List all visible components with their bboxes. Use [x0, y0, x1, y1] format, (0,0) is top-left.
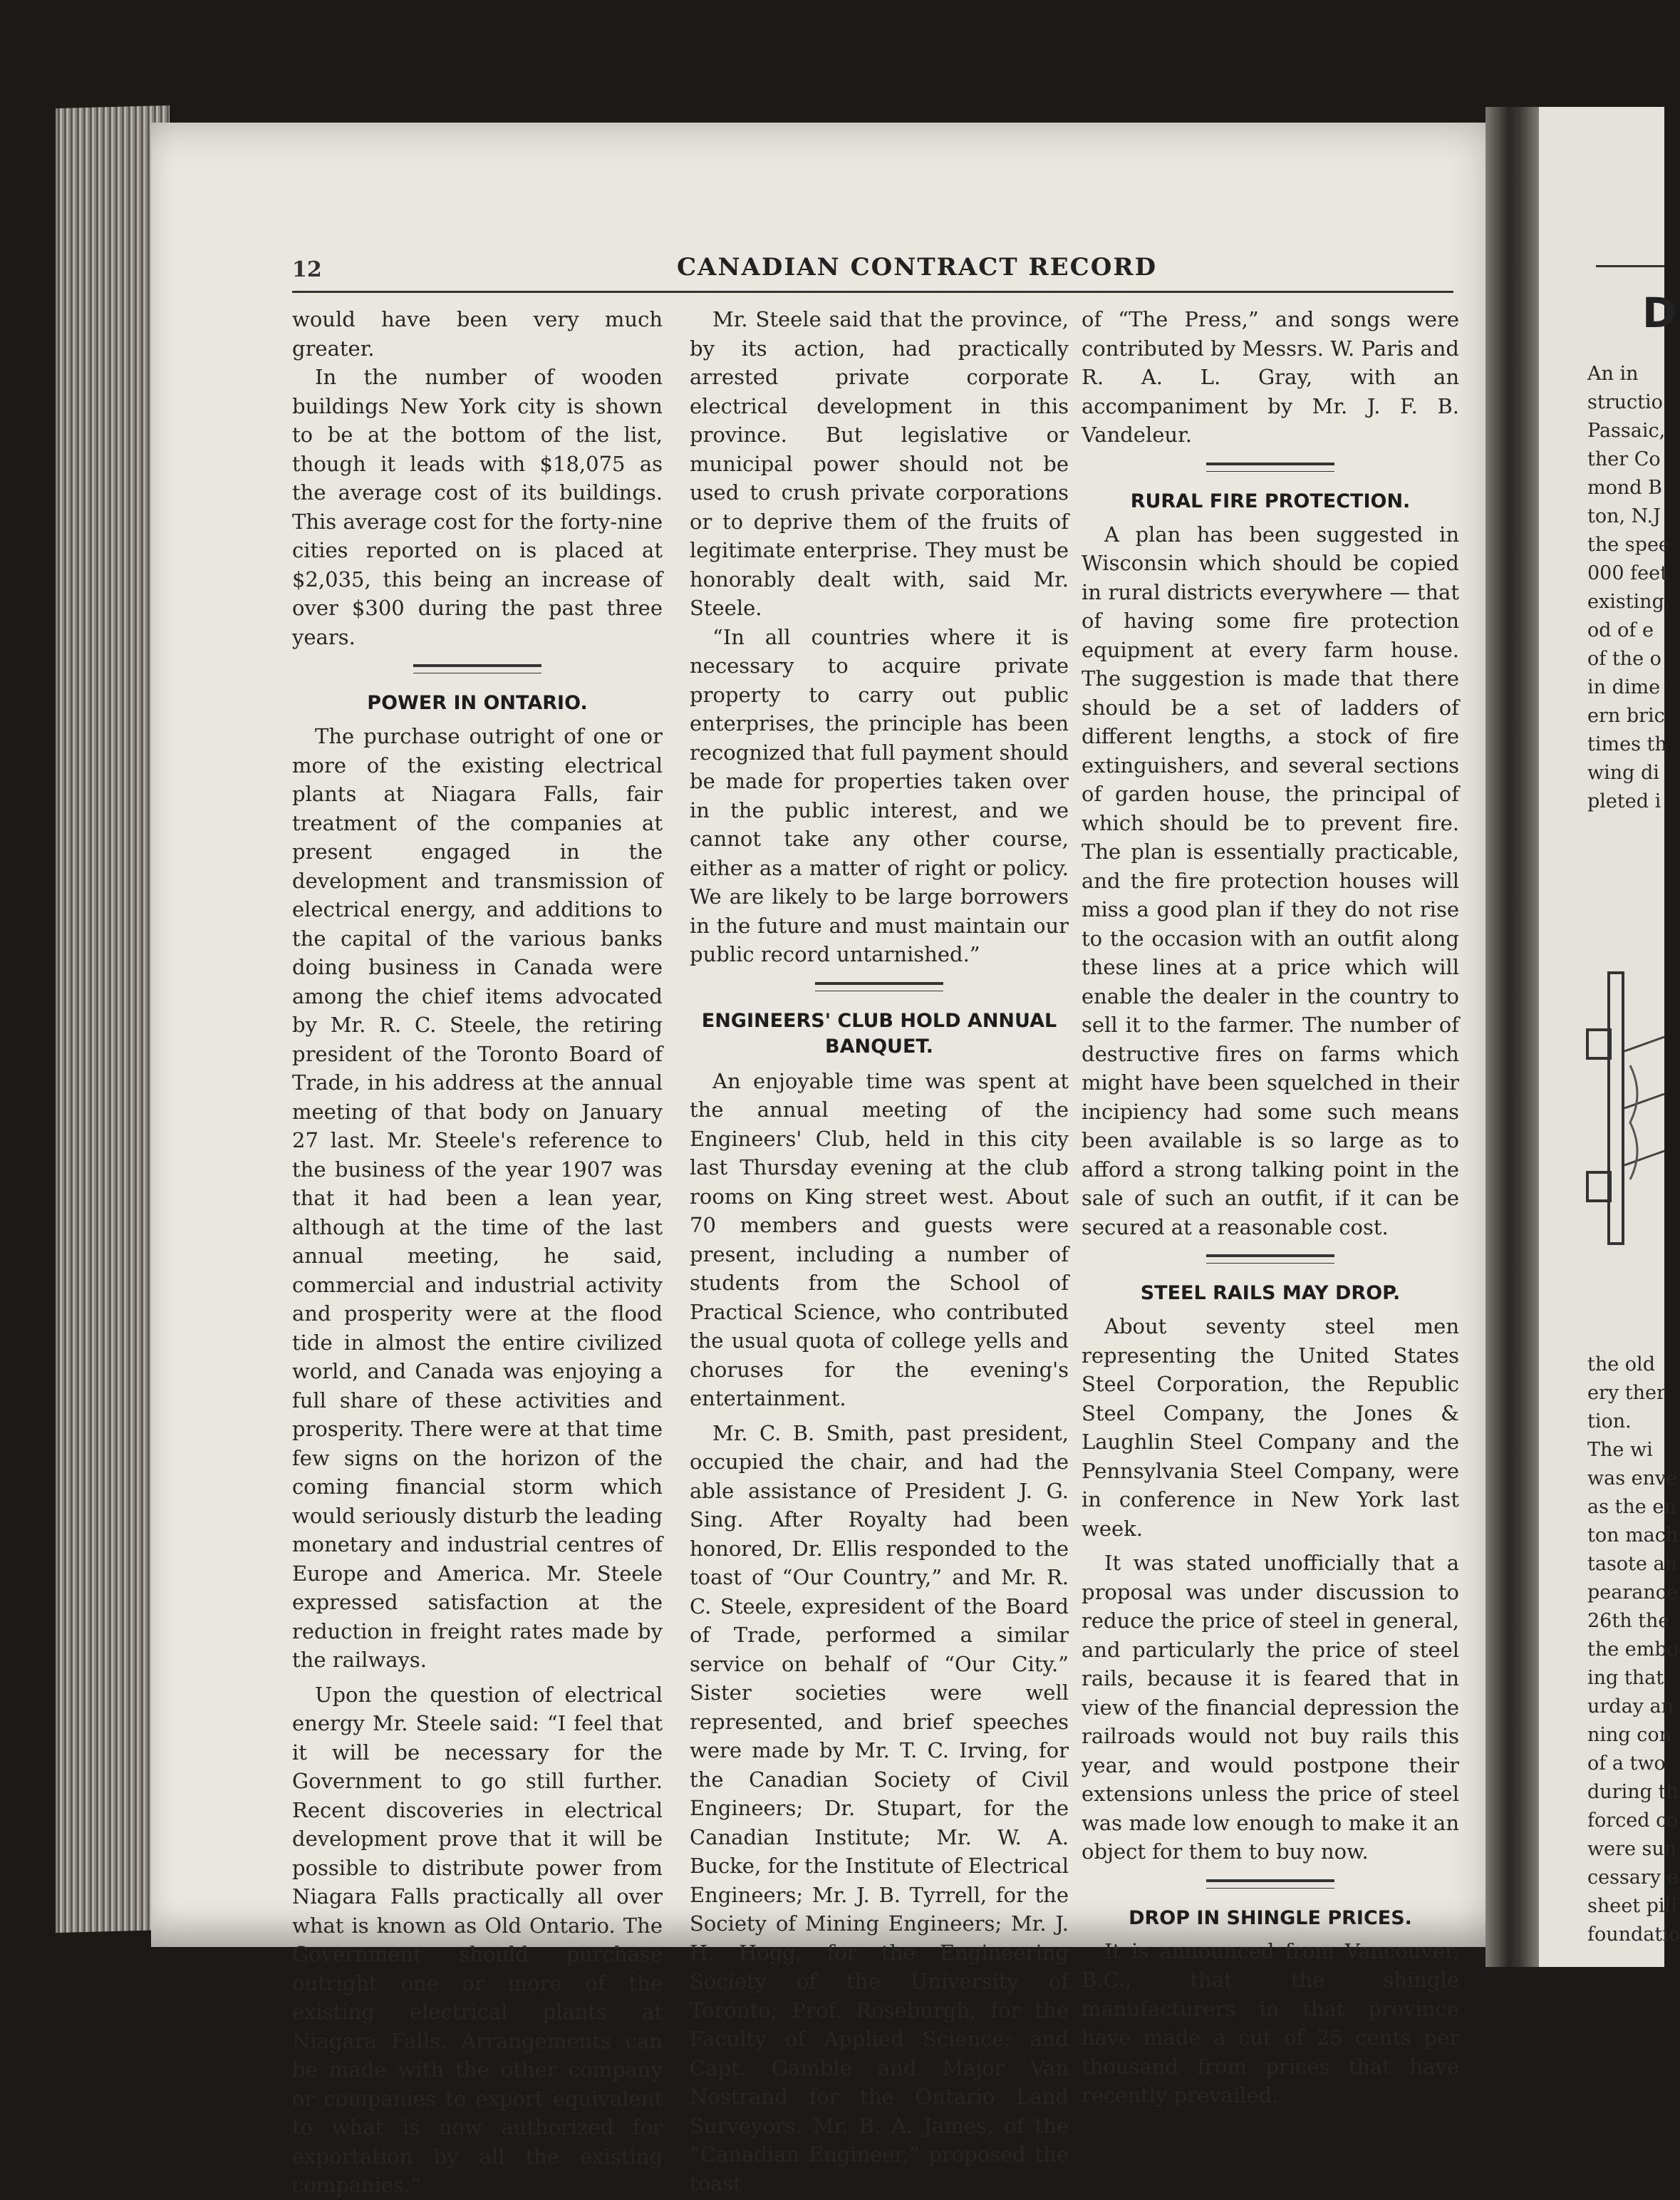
- facing-page-line: was enve: [1587, 1467, 1678, 1489]
- paragraph: Mr. Steele said that the province, by its action, had practically arrested private corporate electrical development in this province. But legislative or municipal power should not be used to crush private corporations or to deprive them of the fruits of legitimate enterprise. They must be honorably dealt with, said Mr. Steele.: [690, 307, 1069, 620]
- facing-page-figure: [1587, 966, 1664, 1251]
- facing-page-line: 000 feet: [1587, 562, 1668, 584]
- paragraph: would have been very much greater.: [292, 307, 663, 361]
- page-number: 12: [292, 257, 322, 282]
- facing-page-line: ery ther: [1587, 1382, 1666, 1404]
- facing-page-line: foundatio: [1587, 1923, 1680, 1946]
- facing-page-line: ton mach: [1587, 1524, 1679, 1546]
- facing-page-line: The wi: [1587, 1439, 1653, 1461]
- facing-page-drop-letter: D: [1642, 289, 1677, 337]
- article-heading: ENGINEERS' CLUB HOLD ANNUAL BANQUET.: [701, 1009, 1057, 1058]
- paragraph: In the number of wooden buildings New York city is shown to be at the bottom of the list, though it leads with $18,075 as the average cost of its buildings. This average cost for the forty-nine cities reported on is placed at $2,035, this being an increase of over $300 during the past three years.: [292, 365, 663, 649]
- article-heading: POWER IN ONTARIO.: [367, 692, 588, 714]
- facing-page-line: the embo: [1587, 1638, 1679, 1661]
- facing-page-line: of the o: [1587, 648, 1661, 670]
- paragraph: The purchase outright of one or more of the existing electrical plants at Niagara Falls, fair treatment of the companies at present engaged in the development and transmission of electrical energy, and additions to the capital of the various banks doing business in Canada were among the chief items advocated by Mr. R. C. Steele, the retiring president of the Toronto Board of Trade, in his address at the annual meeting of that body on January 27 last. Mr. Steele's reference to the business of the year 1907 was that it had been a lean year, although at the time of the last annual meeting, he said, commercial and industrial activity and prosperity were at the flood tide in almost the entire civilized world, and Canada was enjoying a full share of these activities and prosperity. There were at that time few signs on the horizon of the coming financial storm which would seriously disturb the leading monetary and industrial centres of Europe and America. Mr. Steele expressed satisfaction at the reduction in freight rates made by the railways.: [292, 724, 663, 1672]
- section-divider: [815, 982, 943, 991]
- facing-page-line: od of e: [1587, 619, 1654, 641]
- facing-page-header-rule: [1596, 265, 1664, 267]
- paragraph: About seventy steel men representing the United States Steel Corporation, the Republic Steel Company, the Jones & Laughlin Steel Company and the Pennsylvania Steel Company, were in conference in New York last week.: [1082, 1314, 1459, 1541]
- facing-page-line: tasote an: [1587, 1553, 1677, 1575]
- paragraph: An enjoyable time was spent at the annual meeting of the Engineers' Club, held in this city last Thursday evening at the club rooms on King street west. About 70 members and guests were present, including a number of students from the School of Practical Science, who contributed the usual quota of college yells and choruses for the evening's entertainment.: [690, 1068, 1069, 1410]
- facing-page-line: wing di: [1587, 762, 1659, 784]
- facing-page-line: ton, N.J: [1587, 505, 1661, 527]
- facing-page-line: ther Co: [1587, 448, 1661, 470]
- column-3: [1082, 305, 1459, 2110]
- facing-page-line: cessary e: [1587, 1866, 1679, 1889]
- facing-page-line: in dime: [1587, 676, 1661, 698]
- article-heading: DROP IN SHINGLE PRICES.: [1129, 1906, 1412, 1929]
- facing-page-line: the spee: [1587, 534, 1670, 556]
- facing-page-line: tion.: [1587, 1410, 1632, 1432]
- column-1: [292, 305, 663, 2200]
- paragraph: A plan has been suggested in Wisconsin which should be copied in rural districts everywhere — that of having some fire protection equipment at every farm house. The suggestion is made that there should be a set of ladders of different lengths, a stock of fire extinguishers, and several sections of garden house, the principal of which should be to prevent fire. The plan is essentially practicable, and the fire protection houses will miss a good plan if they do not rise to the occasion with an outfit along these lines at a price which will enable the dealer in the country to sell it to the farmer. The number of destructive fires on farms which might have been squelched in their incipiency had some such means been available is so large as to afford a strong talking point in the sale of such an outfit, if it can be secured at a reasonable cost.: [1082, 522, 1459, 1239]
- paragraph: Upon the question of electrical energy Mr. Steele said: “I feel that it will be necessary for the Government to go still further. Recent discoveries in electrical development prove that it will be possible to distribute power from Niagara Falls practically all over what is known as Old Ontario. The Government should purchase outright one or more of the existing electrical plants at Niagara Falls. Arrangements can be made with the other company or companies to export equivalent to what is now authorized for exportation by all the existing companies.”: [292, 1682, 663, 2197]
- book-gutter: [1485, 107, 1542, 1967]
- facing-page-line: during th: [1587, 1781, 1679, 1803]
- facing-page-line: of a two: [1587, 1752, 1666, 1775]
- facing-page-line: sheet pili: [1587, 1895, 1677, 1917]
- header-rule: [292, 291, 1453, 293]
- facing-page-line: ing that: [1587, 1667, 1664, 1689]
- paragraph: of “The Press,” and songs were contributed by Messrs. W. Paris and R. A. L. Gray, with an accompaniment by Mr. J. F. B. Vandeleur.: [1082, 307, 1459, 447]
- facing-page-line: Passaic,: [1587, 420, 1666, 442]
- article-heading: RURAL FIRE PROTECTION.: [1130, 490, 1411, 512]
- facing-page-text-top: [1587, 360, 1671, 816]
- facing-page-line: mond B: [1587, 477, 1662, 499]
- paragraph: Mr. C. B. Smith, past president, occupied the chair, and had the able assistance of President J. G. Sing. After Royalty had been honored, Dr. Ellis responded to the toast of “Our Country,” and Mr. R. C. Steele, expresident of the Board of Trade, performed a similar service on behalf of “Our City.” Sister societies were well represented, and brief speeches were made by Mr. T. C. Irving, for the Canadian Society of Civil Engineers; Dr. Stupart, for the Canadian Institute; Mr. W. A. Bucke, for the Institute of Electrical Engineers; Mr. J. B. Tyrrell, for the Society of Mining Engineers; Mr. J. H. Hogg, for the Engineering Society of the University of Toronto; Prof. Roseburgh, for the Faculty of Applied Science; and Capt. Gamble and Major Van Nostrand for the Ontario Land Surveyors. Mr. B. A. James, of the “Canadian Engineer,” proposed the toast: [690, 1420, 1069, 2196]
- facing-page-text-bottom: [1587, 1351, 1680, 1949]
- section-divider: [1206, 1879, 1334, 1889]
- section-divider: [1206, 1254, 1334, 1264]
- paragraph: It is announced from Vancouver, B.C., that the shingle manufacturers in that province have made a cut of 25 cents per thousand from prices that have recently prevailed.: [1082, 1938, 1459, 2107]
- running-header: [292, 253, 1446, 287]
- facing-page-line: ning con: [1587, 1724, 1672, 1746]
- facing-page-line: An in: [1587, 363, 1639, 385]
- article-heading: STEEL RAILS MAY DROP.: [1140, 1282, 1401, 1304]
- section-divider: [1206, 463, 1334, 472]
- section-divider: [413, 664, 541, 673]
- facing-page-line: pleted i: [1587, 790, 1661, 812]
- facing-page-line: the old: [1587, 1353, 1655, 1375]
- facing-page-line: forced co: [1587, 1809, 1679, 1832]
- facing-page-line: pearance: [1587, 1581, 1678, 1603]
- facing-page-line: as the en: [1587, 1496, 1676, 1518]
- facing-page-line: times th: [1587, 733, 1667, 755]
- facing-page-line: structio: [1587, 391, 1663, 413]
- column-2: [690, 305, 1069, 2198]
- paragraph: It was stated unofficially that a proposal was under discussion to reduce the price of steel in general, and particularly the price of steel rails, because it is feared that in view of the financial depression the railroads would not buy rails this year, and would postpone their extensions unless the price of steel was made low enough to make it an object for them to buy now.: [1082, 1551, 1459, 1864]
- facing-page-line: ern bric: [1587, 705, 1665, 727]
- facing-page-line: existing,: [1587, 591, 1671, 613]
- facing-page-line: urday an: [1587, 1695, 1674, 1718]
- facing-page-line: were sun: [1587, 1838, 1677, 1860]
- paragraph: “In all countries where it is necessary to acquire private property to carry out public enterprises, the principle has been recognized that full payment should be made for properties taken over in the public interest, and we cannot take any other course, either as a matter of right or policy. We are likely to be large borrowers in the future and must maintain our public record untarnished.”: [690, 624, 1069, 966]
- facing-page-line: 26th the: [1587, 1610, 1670, 1632]
- journal-title: CANADIAN CONTRACT RECORD: [677, 253, 1158, 282]
